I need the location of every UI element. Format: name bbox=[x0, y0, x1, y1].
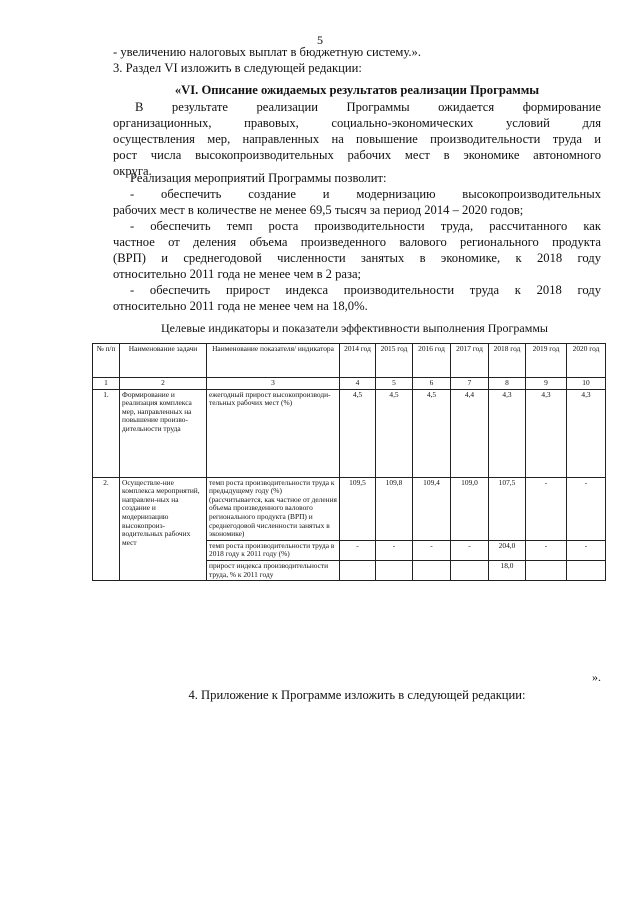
bullet3-line-2: относительно 2011 года не менее чем на 18,0%. bbox=[113, 299, 368, 313]
row3-2019: - bbox=[526, 540, 567, 560]
table-row bbox=[93, 389, 606, 477]
row4-2016 bbox=[413, 560, 451, 580]
row3-2016: - bbox=[413, 540, 451, 560]
row3-2020: - bbox=[567, 540, 606, 560]
para1-line-3: осуществления мер, направленных на повышение производительности труда и bbox=[113, 132, 601, 146]
row4-2017 bbox=[451, 560, 489, 580]
row1-2017: 4,4 bbox=[451, 389, 489, 477]
col-number: 9 bbox=[526, 378, 567, 390]
row4-2020 bbox=[567, 560, 606, 580]
row2-task: Осуществле-ние комплекса мероприятий, направлен-ных на создание и модернизацию высокопроиз-водительных рабочих мест bbox=[120, 477, 207, 581]
header-num: № п/п bbox=[93, 344, 120, 378]
row1-2016: 4,5 bbox=[413, 389, 451, 477]
row1-num: 1. bbox=[93, 389, 120, 477]
bullet2-line-2: частное от деления объема произведенного валового регионального продукта bbox=[113, 235, 601, 249]
header-indicator: Наименование показателя/ индикатора bbox=[207, 344, 340, 378]
bullet2-line-4: относительно 2011 года не менее чем в 2 раза; bbox=[113, 267, 362, 281]
header-2018: 2018 год bbox=[489, 344, 526, 378]
header-2019: 2019 год bbox=[526, 344, 567, 378]
row2-2020: - bbox=[567, 477, 606, 540]
row2-2015: 109,8 bbox=[376, 477, 413, 540]
header-2016: 2016 год bbox=[413, 344, 451, 378]
intro-line-1: - увеличению налоговых выплат в бюджетную систему.». bbox=[113, 45, 421, 59]
bullet2-line-3: (ВРП) и среднегодовой численности занятых в экономике, к 2018 году bbox=[113, 251, 601, 265]
row4-2019 bbox=[526, 560, 567, 580]
para1-line-4: рост числа высокопроизводительных рабочих мест в экономике автономного bbox=[113, 148, 601, 162]
row2-indicator: темп роста производительности труда к предыдущему году (%) (рассчитывается, как частное от деления объема произведенного валового регионального продукта (ВРП) и среднегодовой численности занятых в экономике) bbox=[207, 477, 340, 540]
row2-num: 2. bbox=[93, 477, 120, 581]
col-number: 2 bbox=[120, 378, 207, 390]
intro-line-2: 3. Раздел VI изложить в следующей редакции: bbox=[113, 61, 362, 75]
bullet3-line-1: - обеспечить прирост индекса производительности труда к 2018 году bbox=[130, 283, 601, 297]
row2-2014: 109,5 bbox=[340, 477, 376, 540]
row1-2020: 4,3 bbox=[567, 389, 606, 477]
row1-2019: 4,3 bbox=[526, 389, 567, 477]
col-number: 1 bbox=[93, 378, 120, 390]
row2-2016: 109,4 bbox=[413, 477, 451, 540]
para1-line-1: В результате реализации Программы ожидается формирование bbox=[135, 100, 601, 114]
row4-indicator: прирост индекса производительности труда, % к 2011 году bbox=[207, 560, 340, 580]
row4-2014 bbox=[340, 560, 376, 580]
row3-2014: - bbox=[340, 540, 376, 560]
page-number: 5 bbox=[317, 33, 323, 47]
indicators-table bbox=[92, 343, 606, 581]
row3-2018: 204,0 bbox=[489, 540, 526, 560]
header-2017: 2017 год bbox=[451, 344, 489, 378]
bullet2-line-1: - обеспечить темп роста производительности труда, рассчитанного как bbox=[130, 219, 601, 233]
row1-indicator: ежегодный прирост высокопроизводи-тельных рабочих мест (%) bbox=[207, 389, 340, 477]
row4-2015 bbox=[376, 560, 413, 580]
bullet1-line-2: рабочих мест в количестве не менее 69,5 тысяч за период 2014 – 2020 годов; bbox=[113, 203, 524, 217]
column-number-row bbox=[93, 378, 606, 390]
col-number: 10 bbox=[567, 378, 606, 390]
row4-2018: 18,0 bbox=[489, 560, 526, 580]
section-title: «VI. Описание ожидаемых результатов реализации Программы bbox=[174, 83, 540, 97]
row2-2018: 107,5 bbox=[489, 477, 526, 540]
row3-indicator: темп роста производительности труда в 2018 году к 2011 году (%) bbox=[207, 540, 340, 560]
col-number: 5 bbox=[376, 378, 413, 390]
header-2014: 2014 год bbox=[340, 344, 376, 378]
row1-2014: 4,5 bbox=[340, 389, 376, 477]
para1-line-2: организационных, правовых, социально-экономических условий для bbox=[113, 116, 601, 130]
row2-2017: 109,0 bbox=[451, 477, 489, 540]
final-line: 4. Приложение к Программе изложить в следующей редакции: bbox=[188, 688, 526, 702]
row1-task: Формирование и реализация комплекса мер, направленных на повышение произво-дительности труда bbox=[120, 389, 207, 477]
header-2020: 2020 год bbox=[567, 344, 606, 378]
row2-2019: - bbox=[526, 477, 567, 540]
row3-2017: - bbox=[451, 540, 489, 560]
bullet1-line-1: - обеспечить создание и модернизацию высокопроизводительных bbox=[130, 187, 601, 201]
header-2015: 2015 год bbox=[376, 344, 413, 378]
table-row bbox=[93, 477, 606, 540]
table-caption: Целевые индикаторы и показатели эффективности выполнения Программы bbox=[161, 321, 548, 335]
row1-2018: 4,3 bbox=[489, 389, 526, 477]
col-number: 4 bbox=[340, 378, 376, 390]
table-header-row bbox=[93, 344, 606, 378]
table-close-quote: ». bbox=[592, 670, 601, 684]
col-number: 7 bbox=[451, 378, 489, 390]
col-number: 8 bbox=[489, 378, 526, 390]
col-number: 3 bbox=[207, 378, 340, 390]
para2: Реализация мероприятий Программы позволит: bbox=[130, 171, 387, 185]
header-task: Наименование задачи bbox=[120, 344, 207, 378]
para1-line-5: округа. bbox=[113, 164, 152, 178]
col-number: 6 bbox=[413, 378, 451, 390]
row3-2015: - bbox=[376, 540, 413, 560]
row1-2015: 4,5 bbox=[376, 389, 413, 477]
